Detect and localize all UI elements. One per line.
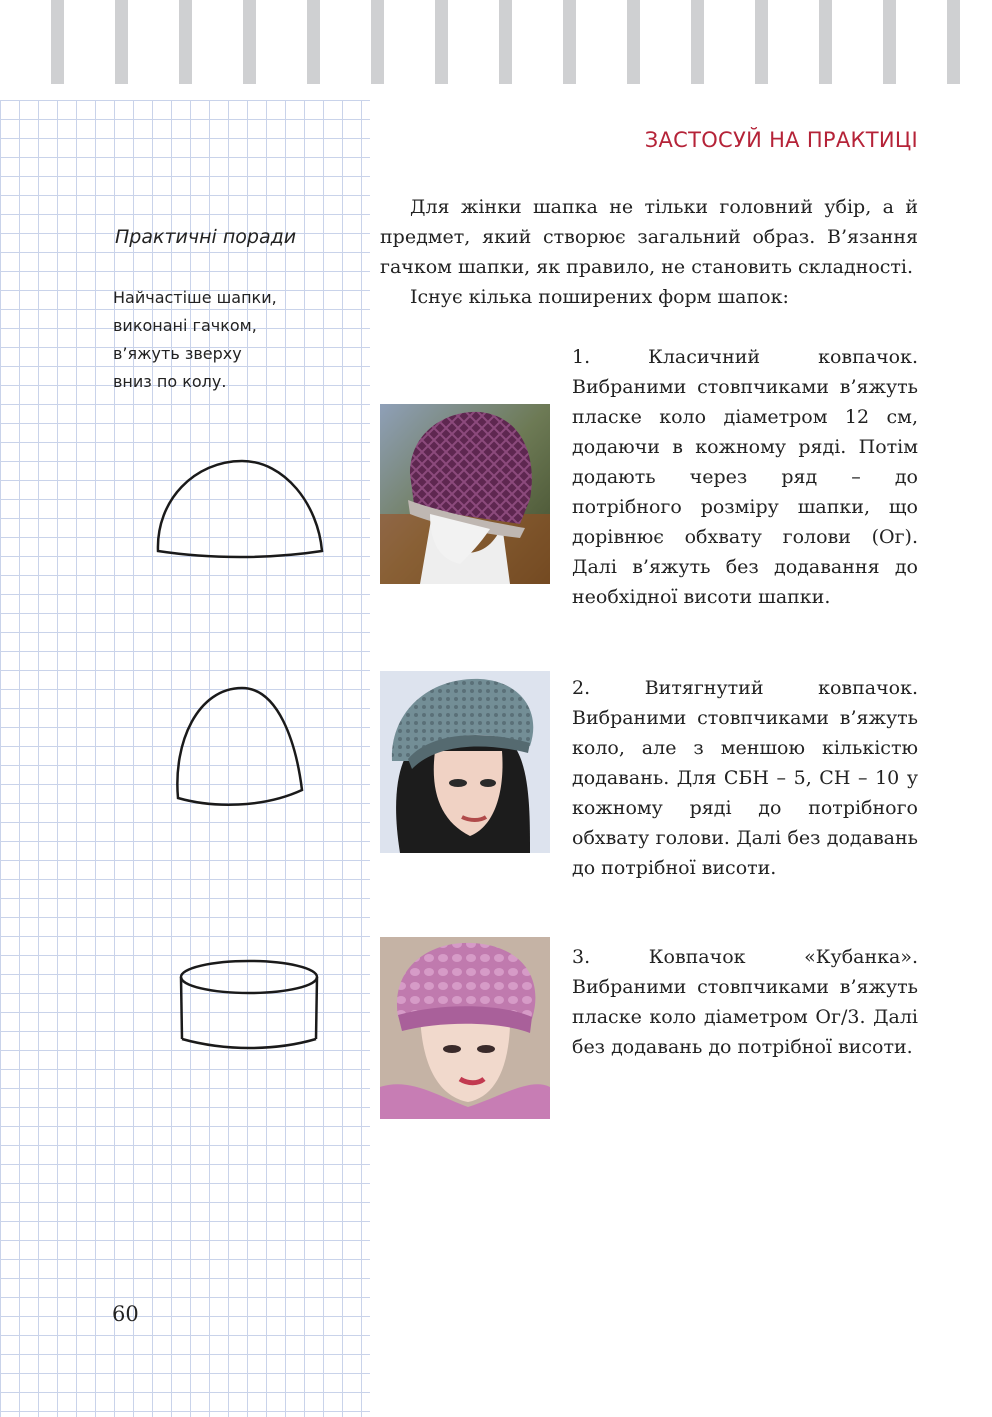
intro-paragraph: Для жінки шапка не тільки головний убір, а й предмет, який створює загальний образ. В’язання гачком шапки, як правило, не становить складності. [380,196,918,278]
kubanka-hat-photo [380,937,550,1119]
item-classic-cap: 1. Класичний ковпачок. Вибраними стовпчиками в’яжуть пласке коло діаметром 12 см, додаючи в кожному ряді. Потім додають через ряд – до потрібного розміру шапки, що дорівнює обхвату голови (Ог). Далі в’яжуть без додавання до необхідної висоти шапки. [572,346,918,608]
page-number: 60 [112,1302,139,1326]
classic-hat-shape [150,455,330,565]
decorative-top-stripes [0,0,992,84]
item-elongated-cap: 2. Витягнутий ковпачок. Вибраними стовпчиками в’яжуть коло, але з меншою кількістю додавань. Для СБН – 5, СН – 10 у кожному ряді до потрібного обхвату голови. Далі без додавань до потрібної висоти. [572,677,918,879]
tips-text: Найчастіше шапки, виконані гачком, в’яжуть зверху вниз по колу. [113,288,277,391]
intro-text [380,192,918,312]
elongated-hat-photo [380,671,550,853]
elongated-hat-shape [168,682,312,810]
section-title: ЗАСТОСУЙ НА ПРАКТИЦІ [644,128,918,152]
classic-hat-photo [380,404,550,584]
kubanka-hat-shape [175,955,323,1055]
item-kubanka-cap: 3. Ковпачок «Кубанка». Вибраними стовпчиками в’яжуть пласке коло діаметром Ог/3. Далі без додавань до потрібної висоти. [572,946,918,1058]
forms-intro: Існує кілька поширених форм шапок: [410,286,789,308]
tips-title: Практичні поради [115,226,297,248]
